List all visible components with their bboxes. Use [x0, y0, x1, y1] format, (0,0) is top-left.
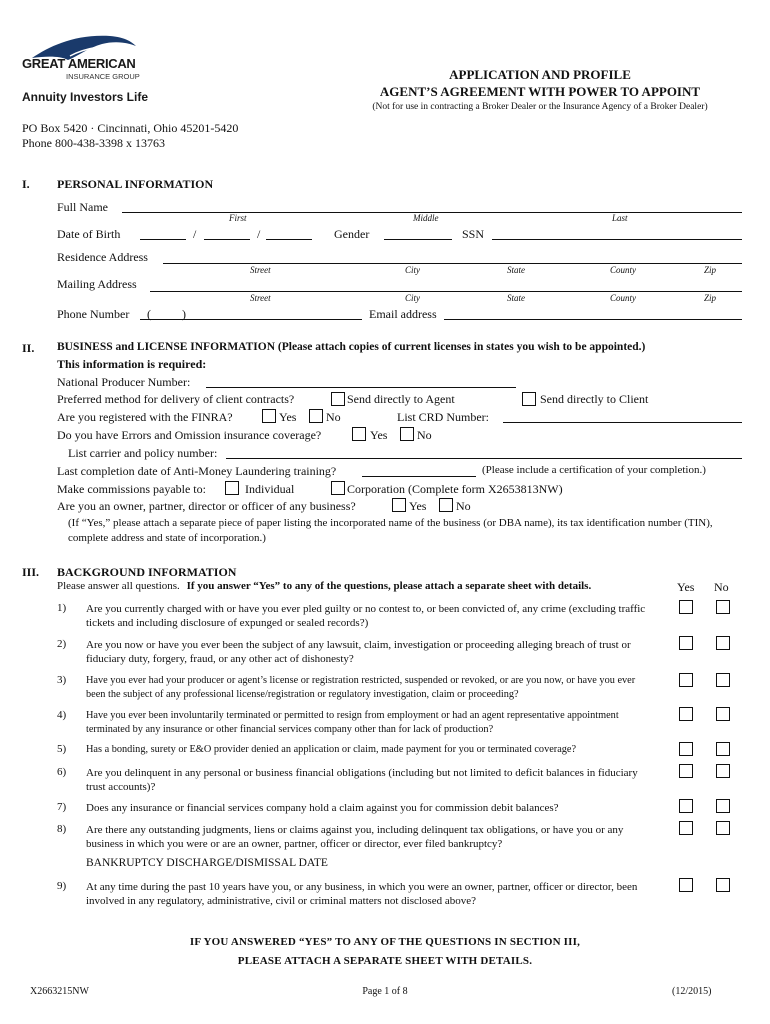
- form-note: (Not for use in contracting a Broker Dealer or the Insurance Agency of a Broker Dealer): [372, 102, 708, 112]
- commissions-label: Make commissions payable to:: [57, 482, 206, 496]
- section-1-title: PERSONAL INFORMATION: [57, 177, 214, 191]
- owner-note: (If “Yes,” please attach a separate piece of paper listing the incorporated name of the business (or DBA name), its tax identification number (TIN), complete address and state of incorporation.): [68, 517, 713, 544]
- question-number: 9): [57, 880, 67, 892]
- ssn-field[interactable]: [492, 239, 742, 240]
- npn-field[interactable]: [206, 387, 516, 388]
- q5-yes-checkbox[interactable]: [679, 742, 693, 756]
- eo-no-label: No: [417, 428, 432, 442]
- question-number: 5): [57, 743, 67, 755]
- phone-line: Phone 800-438-3398 x 13763: [22, 136, 165, 150]
- no-column-header: No: [714, 580, 729, 594]
- ssn-label: SSN: [462, 227, 485, 241]
- q9-yes-checkbox[interactable]: [679, 878, 693, 892]
- individual-label: Individual: [245, 482, 295, 496]
- form-subtitle: AGENT’S AGREEMENT WITH POWER TO APPOINT: [379, 84, 701, 99]
- q6-yes-checkbox[interactable]: [679, 764, 693, 778]
- state-label: State: [507, 265, 525, 275]
- eo-label: Do you have Errors and Omission insurance coverage?: [57, 428, 322, 442]
- form-title: APPLICATION AND PROFILE: [449, 67, 631, 82]
- bankruptcy-date-label: BANKRUPTCY DISCHARGE/DISMISSAL DATE: [86, 857, 328, 869]
- residence-label: Residence Address: [57, 250, 148, 264]
- first-label: First: [229, 213, 247, 223]
- dob-year-field[interactable]: [266, 239, 312, 240]
- section-2-number: II.: [22, 341, 35, 355]
- owner-label: Are you an owner, partner, director or officer of any business?: [57, 499, 356, 513]
- section-3-title: BACKGROUND INFORMATION: [57, 565, 237, 579]
- last-label: Last: [612, 213, 628, 223]
- intro-bold: If you answer “Yes” to any of the questions, please attach a separate sheet with details.: [186, 580, 592, 592]
- q9-no-checkbox[interactable]: [716, 878, 730, 892]
- corporation-label: Corporation (Complete form X2653813NW): [347, 482, 563, 496]
- owner-no-checkbox[interactable]: [439, 498, 453, 512]
- question-number: 4): [57, 709, 67, 721]
- question-text: At any time during the past 10 years have you, or any business, in which you were an owner, partner, officer or director, been involved in any regulatory, administrative, civil or criminal matters not disclosed above?: [86, 881, 638, 907]
- state-label: State: [507, 293, 525, 303]
- dob-slash: /: [257, 227, 261, 241]
- q7-yes-checkbox[interactable]: [679, 799, 693, 813]
- yes-column-header: Yes: [677, 580, 695, 594]
- q7-no-checkbox[interactable]: [716, 799, 730, 813]
- gender-field[interactable]: [384, 239, 452, 240]
- eo-no-checkbox[interactable]: [400, 427, 414, 441]
- crd-label: List CRD Number:: [397, 410, 489, 424]
- middle-label: Middle: [413, 213, 439, 223]
- logo-line3: Annuity Investors Life: [22, 90, 149, 104]
- npn-label: National Producer Number:: [57, 375, 191, 389]
- question-number: 3): [57, 674, 67, 686]
- company-logo: [22, 26, 152, 110]
- finra-no-label: No: [326, 410, 341, 424]
- delivery-label: Preferred method for delivery of client contracts?: [57, 392, 295, 406]
- street-label: Street: [250, 293, 271, 303]
- question-text: Has a bonding, surety or E&O provider denied an application or claim, made payment for you or terminated coverage?: [86, 744, 577, 755]
- city-label: City: [405, 293, 420, 303]
- q2-no-checkbox[interactable]: [716, 636, 730, 650]
- residence-field[interactable]: [163, 263, 742, 264]
- question-text: Are you now or have you ever been the subject of any lawsuit, claim, investigation or proceeding alleging breach of trust or fiduciary duty, forgery, fraud, or any other act of dishonesty?: [86, 639, 631, 665]
- aml-label: Last completion date of Anti-Money Laundering training?: [57, 464, 337, 478]
- phone-label: Phone Number: [57, 307, 130, 321]
- attach-note-line2: PLEASE ATTACH A SEPARATE SHEET WITH DETAILS.: [237, 955, 533, 967]
- crd-field[interactable]: [503, 422, 742, 423]
- corporation-checkbox[interactable]: [331, 481, 345, 495]
- attach-note-line1: IF YOU ANSWERED “YES” TO ANY OF THE QUESTIONS IN SECTION III,: [189, 936, 581, 948]
- question-text: Does any insurance or financial services company hold a claim against you for commission debit balances?: [86, 802, 559, 814]
- q8-yes-checkbox[interactable]: [679, 821, 693, 835]
- finra-yes-label: Yes: [279, 410, 297, 424]
- street-label: Street: [250, 265, 271, 275]
- q2-yes-checkbox[interactable]: [679, 636, 693, 650]
- individual-checkbox[interactable]: [225, 481, 239, 495]
- mailing-label: Mailing Address: [57, 277, 137, 291]
- question-text: Are there any outstanding judgments, liens or claims against you, including delinquent tax obligations, or have you or any business in which you were or are an owner, partner, officer or director, ever filed bankruptcy?: [86, 824, 624, 850]
- q1-yes-checkbox[interactable]: [679, 600, 693, 614]
- page-number: Page 1 of 8: [362, 986, 408, 997]
- county-label: County: [610, 265, 636, 275]
- question-number: 1): [57, 602, 67, 614]
- send-agent-checkbox[interactable]: [331, 392, 345, 406]
- q4-no-checkbox[interactable]: [716, 707, 730, 721]
- question-text: Have you ever been involuntarily terminated or permitted to resign from employment or had an agent representative appointment terminated by any insurance or other financial services company other than for lack of production?: [86, 710, 619, 735]
- dob-slash: /: [193, 227, 197, 241]
- send-agent-label: Send directly to Agent: [347, 392, 455, 406]
- area-code-open: (: [147, 307, 151, 321]
- send-client-label: Send directly to Client: [540, 392, 649, 406]
- zip-label: Zip: [704, 293, 717, 303]
- email-label: Email address: [369, 307, 437, 321]
- eo-yes-label: Yes: [370, 428, 388, 442]
- required-note: This information is required:: [57, 357, 207, 371]
- q3-yes-checkbox[interactable]: [679, 673, 693, 687]
- carrier-field[interactable]: [226, 458, 742, 459]
- question-text: Have you ever had your producer or agent’s license or registration restricted, suspended or revoked, or are you now, or have you ever been the subject of any professional license/registration or regulatory investigation, claim or proceeding?: [86, 675, 636, 700]
- email-field[interactable]: [444, 319, 742, 320]
- finra-no-checkbox[interactable]: [309, 409, 323, 423]
- owner-yes-label: Yes: [409, 499, 427, 513]
- section-3-number: III.: [22, 565, 40, 579]
- area-code-close: ): [182, 307, 186, 321]
- mailing-field[interactable]: [150, 291, 742, 292]
- question-number: 8): [57, 823, 67, 835]
- intro-text: Please answer all questions.: [57, 580, 180, 592]
- revision-date: (12/2015): [672, 986, 712, 997]
- aml-field[interactable]: [362, 476, 476, 477]
- q6-no-checkbox[interactable]: [716, 764, 730, 778]
- eo-yes-checkbox[interactable]: [352, 427, 366, 441]
- q8-no-checkbox[interactable]: [716, 821, 730, 835]
- q1-no-checkbox[interactable]: [716, 600, 730, 614]
- section-3-intro: [57, 580, 591, 592]
- logo-line1: GREAT AMERICAN: [22, 56, 136, 71]
- question-text: Are you delinquent in any personal or business financial obligations (including but not limited to deficit balances in fiduciary trust accounts)?: [86, 767, 638, 793]
- q5-no-checkbox[interactable]: [716, 742, 730, 756]
- question-text: Are you currently charged with or have you ever pled guilty or no contest to, or been convicted of, any crime (excluding traffic tickets and including disclosure of expunged or sealed records?): [86, 603, 646, 629]
- aml-note: (Please include a certification of your completion.): [482, 464, 706, 476]
- owner-yes-checkbox[interactable]: [392, 498, 406, 512]
- zip-label: Zip: [704, 265, 717, 275]
- dob-label: Date of Birth: [57, 227, 121, 241]
- logo-line2: INSURANCE GROUP: [66, 72, 140, 81]
- dob-month-field[interactable]: [140, 239, 186, 240]
- question-number: 2): [57, 638, 67, 650]
- address-line: PO Box 5420 · Cincinnati, Ohio 45201-5420: [22, 121, 239, 135]
- city-label: City: [405, 265, 420, 275]
- dob-day-field[interactable]: [204, 239, 250, 240]
- finra-yes-checkbox[interactable]: [262, 409, 276, 423]
- finra-label: Are you registered with the FINRA?: [57, 410, 233, 424]
- phone-field[interactable]: [140, 319, 362, 320]
- question-number: 7): [57, 801, 67, 813]
- full-name-label: Full Name: [57, 200, 108, 214]
- q4-yes-checkbox[interactable]: [679, 707, 693, 721]
- q3-no-checkbox[interactable]: [716, 673, 730, 687]
- owner-no-label: No: [456, 499, 471, 513]
- send-client-checkbox[interactable]: [522, 392, 536, 406]
- form-number: X2663215NW: [30, 986, 89, 997]
- question-number: 6): [57, 766, 67, 778]
- county-label: County: [610, 293, 636, 303]
- gender-label: Gender: [334, 227, 370, 241]
- section-1-number: I.: [22, 177, 30, 191]
- carrier-label: List carrier and policy number:: [68, 446, 218, 460]
- section-2-title: BUSINESS and LICENSE INFORMATION (Please attach copies of current licenses in states you wish to be appointed.): [57, 341, 646, 353]
